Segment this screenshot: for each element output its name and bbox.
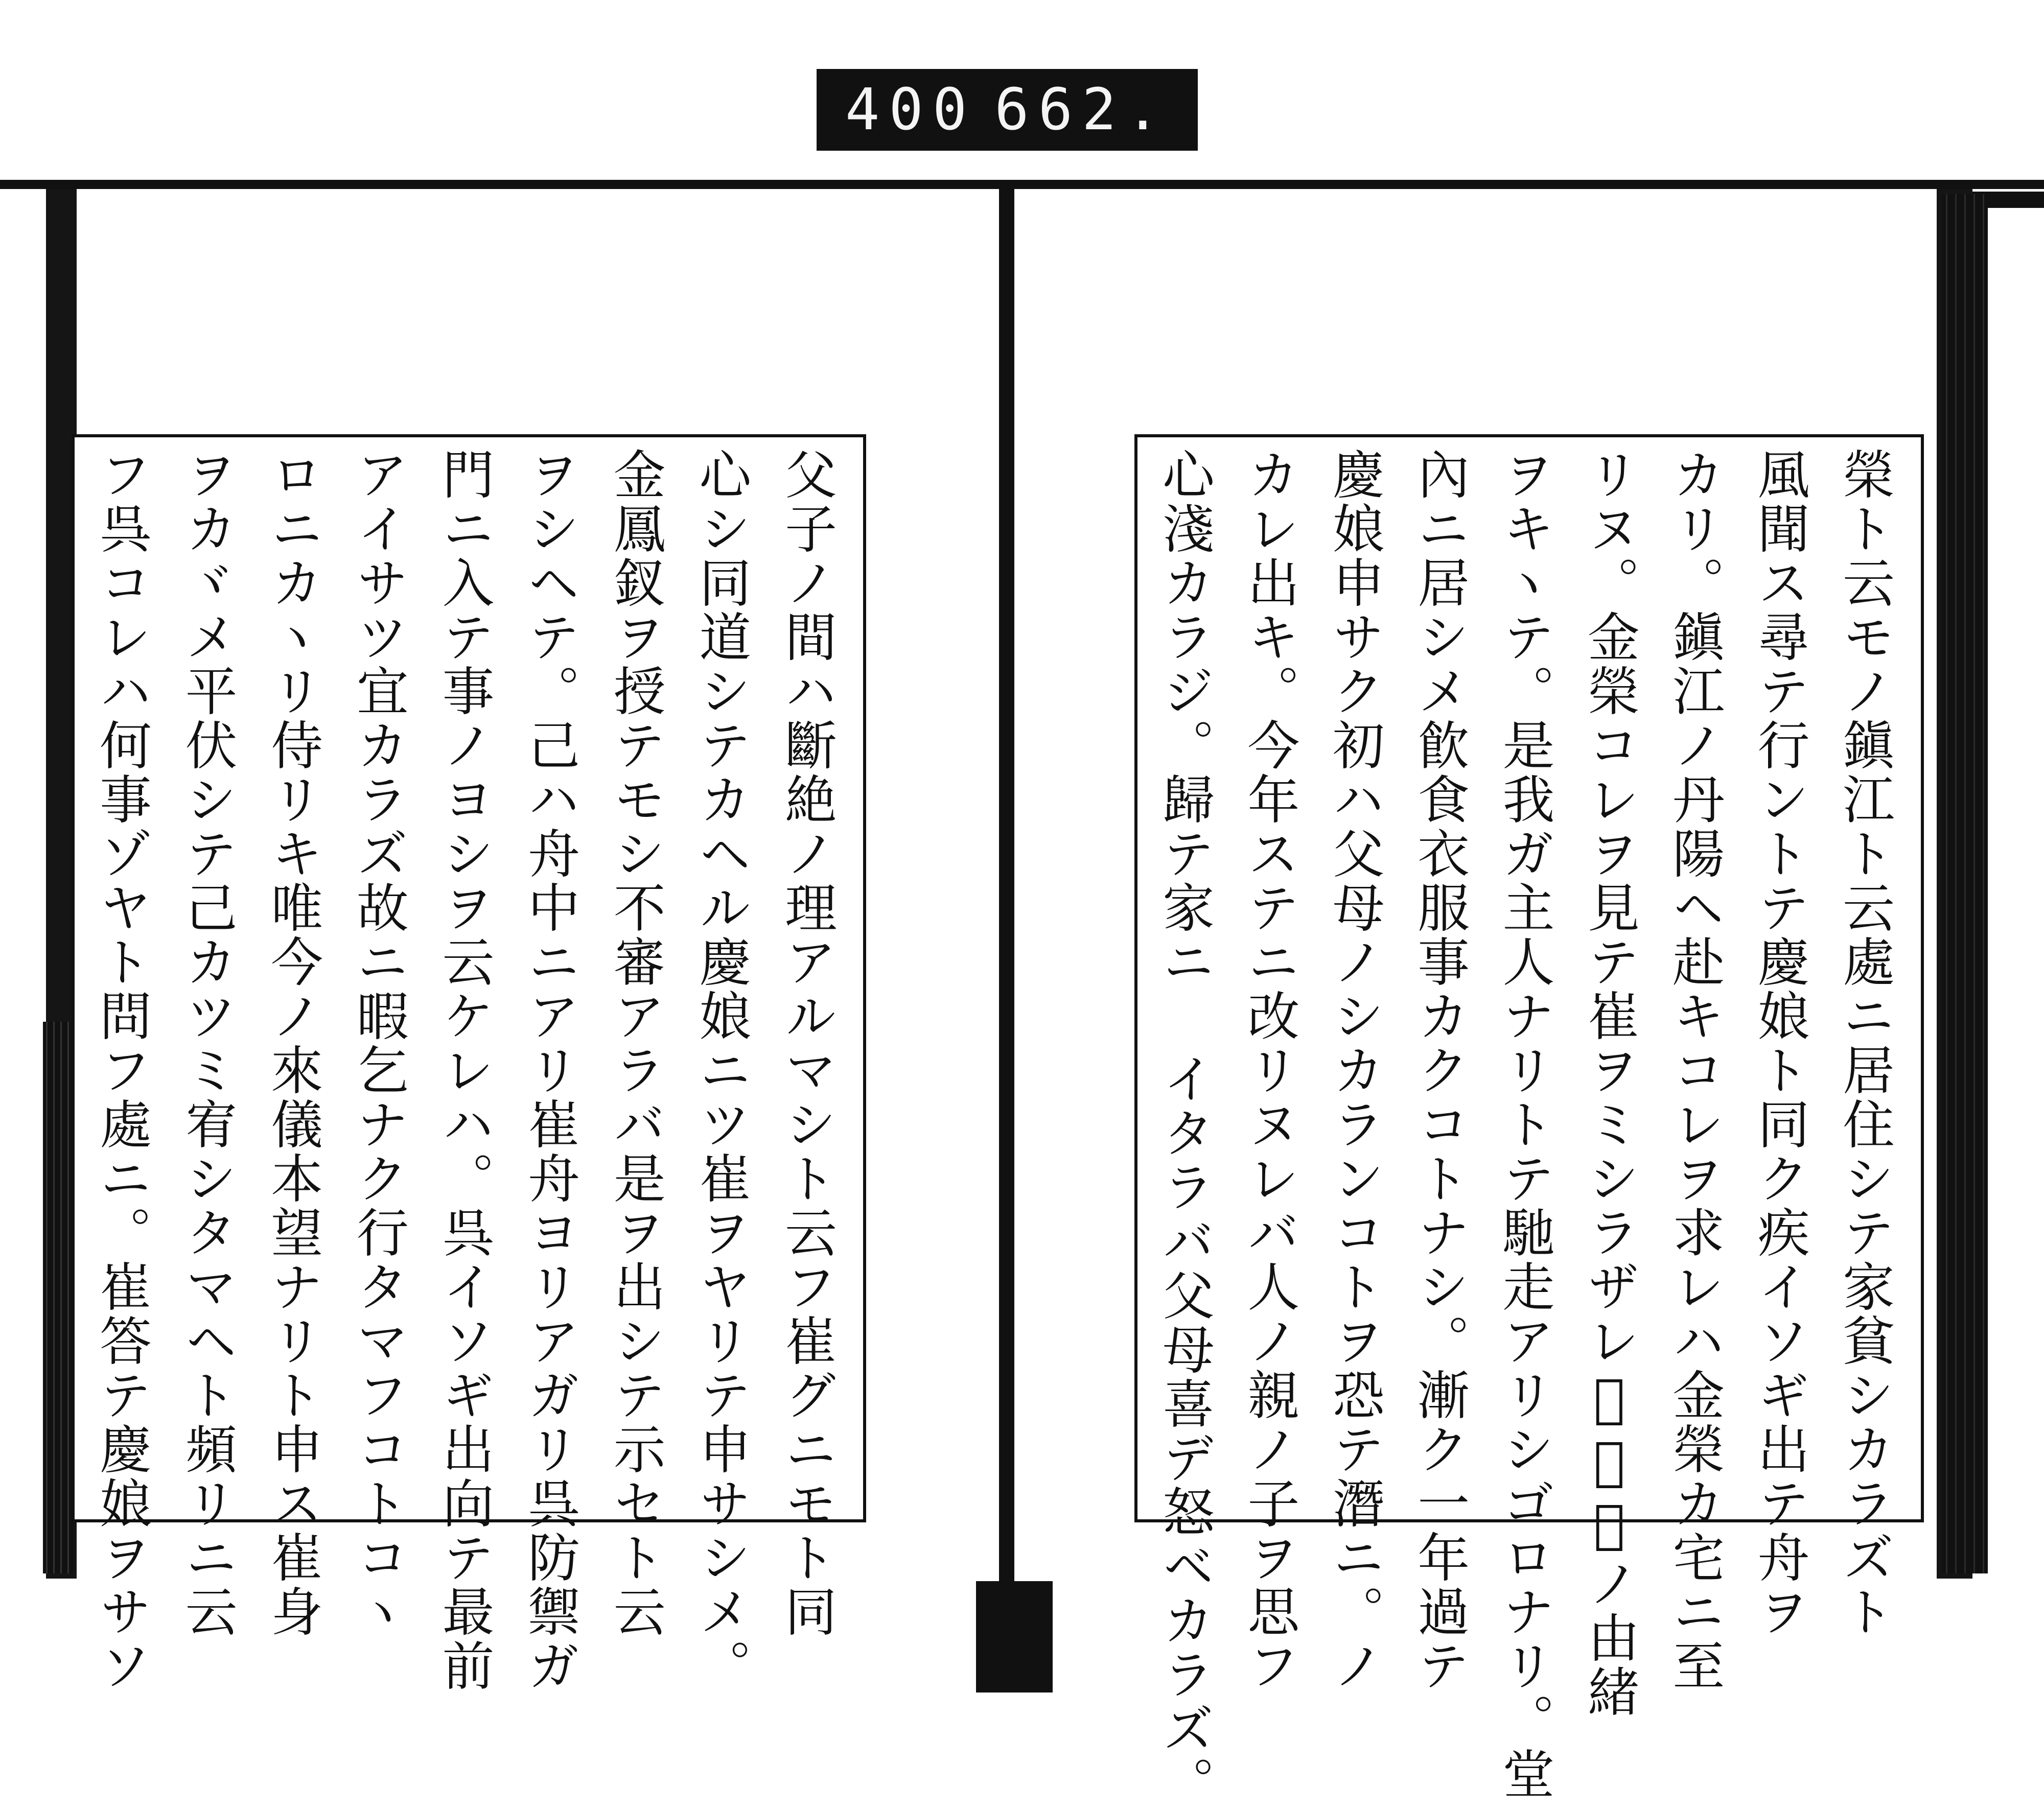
text-column: 風聞ス尋テ行ントテ慶娘ト同ク疾イソギ出テ舟ヲ [1749, 448, 1810, 1639]
text-column: ヲキヽテ。是我ガ主人ナリトテ馳走アリシゴロナリ。堂 [1494, 448, 1555, 1801]
left-text-columns [75, 437, 863, 1693]
text-column: 心淺カラジ。歸テ家ニ イタラバ父母喜デ怒ベカラズ。 [1154, 448, 1215, 1810]
text-column: 榮ト云モノ鎭江ト云處ニ居住シテ家貧シカラズト [1834, 448, 1895, 1639]
text-column: 內ニ居シメ飮食衣服事カクコトナシ。漸ク一年過テ [1409, 448, 1470, 1693]
text-column: ヲカヾメ平伏シテ己カツミ宥シタマヘト頻リニ云 [176, 448, 238, 1639]
text-column: アイサツ宜カラズ故ニ暇乞ナク行タマフコトコヽ [347, 448, 409, 1639]
right-text-columns [1137, 437, 1921, 1810]
text-column: 金鳳釵ヲ授テモシ不審アラバ是ヲ出シテ示セト云 [605, 448, 666, 1639]
book-gutter [999, 180, 1014, 1585]
frame-number-left: 400 [845, 77, 977, 143]
left-page-edge [43, 1022, 74, 1573]
text-column: ロニカヽリ侍リキ唯今ノ來儀本望ナリト申ス崔身 [262, 448, 323, 1639]
frame-number-label [817, 69, 1198, 151]
left-text-frame [72, 434, 866, 1693]
text-column: リヌ。金榮コレヲ見テ崔ヲミシラザレ𪜈其父ノ由緒 [1578, 448, 1640, 1719]
gutter-shadow [976, 1581, 1053, 1693]
text-column: フ呉コレハ何事ゾヤト問フ處ニ。崔答テ慶娘ヲサソ [91, 448, 152, 1693]
text-column: 慶娘申サク初ハ父母ノシカランコトヲ恐テ潛ニ。ノ [1323, 448, 1385, 1693]
text-column: 心シ同道シテカヘル慶娘ニツ崔ヲヤリテ申サシメ。 [690, 448, 752, 1693]
text-column: ヲシヘテ。己ハ舟中ニアリ崔舟ヨリアガリ呉防禦ガ [519, 448, 580, 1693]
text-column: カリ。鎭江ノ丹陽ヘ赴キコレヲ求レハ金榮カ宅ニ至 [1664, 448, 1725, 1693]
frame-number-right: 662. [994, 77, 1169, 143]
text-column: 父子ノ間ハ斷絶ノ理アルマシト云フ崔グニモト同 [776, 448, 837, 1639]
right-page-edge [1942, 194, 1988, 1573]
text-column: 門ニ入テ事ノヨシヲ云ケレハ。呉イソギ出向テ最前 [433, 448, 495, 1693]
right-text-frame [1134, 434, 1924, 1810]
text-column: カレ出キ。今年ステニ改リヌレバ人ノ親ノ子ヲ思フ [1239, 448, 1300, 1693]
book-top-edge [0, 180, 2044, 189]
